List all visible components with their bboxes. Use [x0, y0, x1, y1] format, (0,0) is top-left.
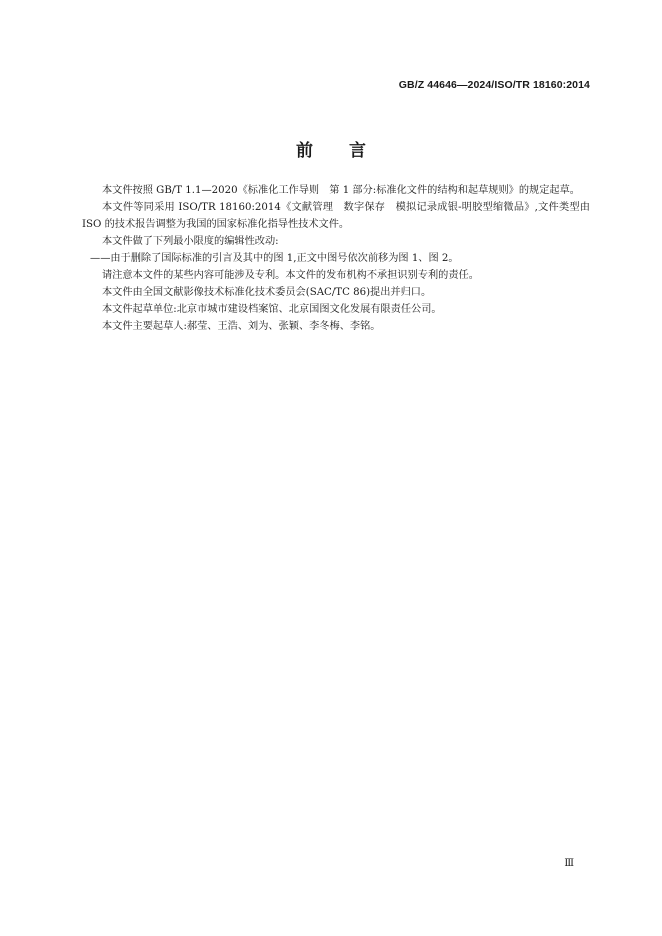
- paragraph-patent-notice: 请注意本文件的某些内容可能涉及专利。本文件的发布机构不承担识别专利的责任。: [102, 270, 479, 281]
- paragraph-adoption: 本文件等同采用 ISO/TR 18160:2014《文献管理 数字保存 模拟记录成银-明胶型缩微品》,文件类型由 ISO 的技术报告调整为我国的国家标准化指导性技术文件。: [82, 202, 590, 230]
- page-number: Ⅲ: [564, 858, 574, 869]
- standard-code-header: GB/Z 44646—2024/ISO/TR 18160:2014: [398, 79, 590, 91]
- paragraph-drafters: 本文件主要起草人:郝莹、王浩、刘为、张颖、李冬梅、李铭。: [102, 321, 381, 332]
- paragraph-figure-renumbering: ——由于删除了国际标准的引言及其中的图 1,正文中图号依次前移为图 1、图 2。: [90, 253, 459, 264]
- paragraph-drafting-units: 本文件起草单位:北京市城市建设档案馆、北京国图文化发展有限责任公司。: [102, 304, 442, 315]
- document-body: [82, 182, 590, 335]
- paragraph-committee: 本文件由全国文献影像技术标准化技术委员会(SAC/TC 86)提出并归口。: [102, 287, 432, 298]
- page-title: 前言: [296, 141, 402, 161]
- paragraph-drafting-rules: 本文件按照 GB/T 1.1—2020《标准化工作导则 第 1 部分:标准化文件的结构和起草规则》的规定起草。: [102, 185, 580, 196]
- paragraph-editorial-changes: 本文件做了下列最小限度的编辑性改动:: [102, 236, 279, 247]
